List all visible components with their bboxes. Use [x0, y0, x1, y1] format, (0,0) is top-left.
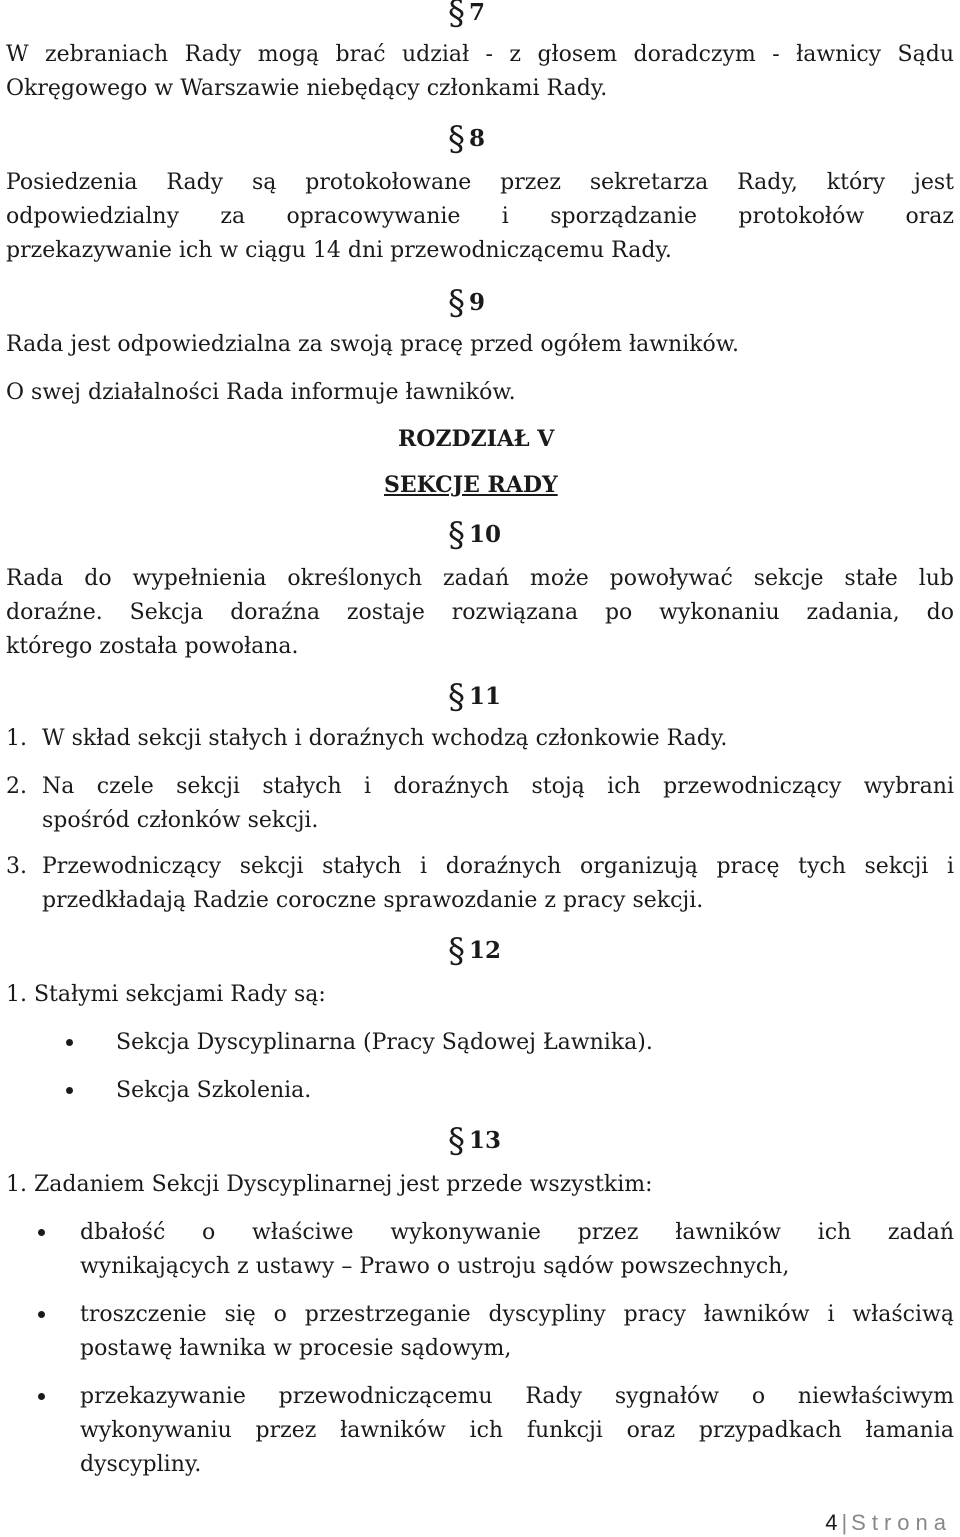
paragraph-line: 1. Stałymi sekcjami Rady są:	[6, 982, 326, 1007]
section-sign: §	[448, 119, 465, 159]
paragraph-line: przekazywanie ich w ciągu 14 dni przewodniczącemu Rady.	[6, 238, 672, 263]
section-12-heading	[448, 930, 502, 971]
section-sign: §	[448, 1121, 465, 1161]
section-10-heading	[448, 514, 502, 555]
paragraph-line: doraźne. Sekcja doraźna zostaje rozwiązana po wykonaniu zadania, do	[6, 600, 954, 625]
paragraph-line: Rada jest odpowiedzialna za swoją pracę przed ogółem ławników.	[6, 332, 740, 357]
paragraph-line: którego została powołana.	[6, 634, 299, 659]
list-item-number: 2.	[6, 774, 27, 799]
list-item-line: W skład sekcji stałych i doraźnych wchodzą członkowie Rady.	[42, 726, 728, 751]
section-sign: §	[448, 283, 465, 323]
section-sign: §	[448, 677, 465, 717]
section-7-heading	[448, 0, 486, 33]
bullet-icon	[66, 1087, 73, 1094]
section-11-heading	[448, 676, 502, 717]
paragraph-line: W zebraniach Rady mogą brać udział - z głosem doradczym - ławnicy Sądu	[6, 42, 954, 67]
paragraph-line: Posiedzenia Rady są protokołowane przez sekretarza Rady, który jest	[6, 170, 954, 195]
section-number: 13	[469, 1127, 502, 1154]
list-item-line: Sekcja Dyscyplinarna (Pracy Sądowej Ławnika).	[116, 1030, 653, 1055]
list-item-line: wynikających z ustawy – Prawo o ustroju sądów powszechnych,	[80, 1254, 790, 1279]
paragraph-line: odpowiedzialny za opracowywanie i sporządzanie protokołów oraz	[6, 204, 954, 229]
paragraph-line: O swej działalności Rada informuje ławników.	[6, 380, 516, 405]
list-item-line: wykonywaniu przez ławników ich funkcji oraz przypadkach łamania	[80, 1418, 954, 1443]
section-number: 7	[469, 0, 486, 26]
paragraph-line: Rada do wypełnienia określonych zadań może powoływać sekcje stałe lub	[6, 566, 954, 591]
bullet-icon	[38, 1311, 45, 1318]
section-number: 10	[469, 521, 502, 548]
list-item-line: spośród członków sekcji.	[42, 808, 319, 833]
list-item-line: przedkładają Radzie coroczne sprawozdanie z pracy sekcji.	[42, 888, 704, 913]
section-number: 9	[469, 289, 486, 316]
list-item-line: Na czele sekcji stałych i doraźnych stoją ich przewodniczący wybrani	[42, 774, 954, 799]
page-number: 4	[825, 1510, 838, 1535]
list-item-number: 1.	[6, 726, 27, 751]
section-sign: §	[448, 931, 465, 971]
section-9-heading	[448, 282, 486, 323]
list-item-line: Przewodniczący sekcji stałych i doraźnych organizują pracę tych sekcji i	[42, 854, 954, 879]
bullet-icon	[38, 1229, 45, 1236]
paragraph-line: Okręgowego w Warszawie niebędący członkami Rady.	[6, 76, 608, 101]
list-item-line: postawę ławnika w procesie sądowym,	[80, 1336, 512, 1361]
section-sign: §	[448, 0, 465, 33]
page-footer	[825, 1510, 952, 1536]
footer-separator: |	[841, 1510, 848, 1535]
list-item-line: dbałość o właściwe wykonywanie przez ławników ich zadań	[80, 1220, 954, 1245]
list-item-line: Sekcja Szkolenia.	[116, 1078, 312, 1103]
list-item-number: 3.	[6, 854, 27, 879]
footer-label: Strona	[851, 1510, 952, 1535]
list-item-line: dyscypliny.	[80, 1452, 202, 1477]
section-number: 11	[469, 683, 502, 710]
bullet-icon	[66, 1039, 73, 1046]
section-number: 8	[469, 125, 486, 152]
section-sign: §	[448, 515, 465, 555]
chapter-title: ROZDZIAŁ V	[398, 426, 555, 452]
section-8-heading	[448, 118, 486, 159]
paragraph-line: 1. Zadaniem Sekcji Dyscyplinarnej jest przede wszystkim:	[6, 1172, 653, 1197]
list-item-line: troszczenie się o przestrzeganie dyscypliny pracy ławników i właściwą	[80, 1302, 954, 1327]
chapter-subtitle: SEKCJE RADY	[384, 472, 558, 498]
list-item-line: przekazywanie przewodniczącemu Rady sygnałów o niewłaściwym	[80, 1384, 954, 1409]
section-number: 12	[469, 937, 502, 964]
bullet-icon	[38, 1393, 45, 1400]
section-13-heading	[448, 1120, 502, 1161]
